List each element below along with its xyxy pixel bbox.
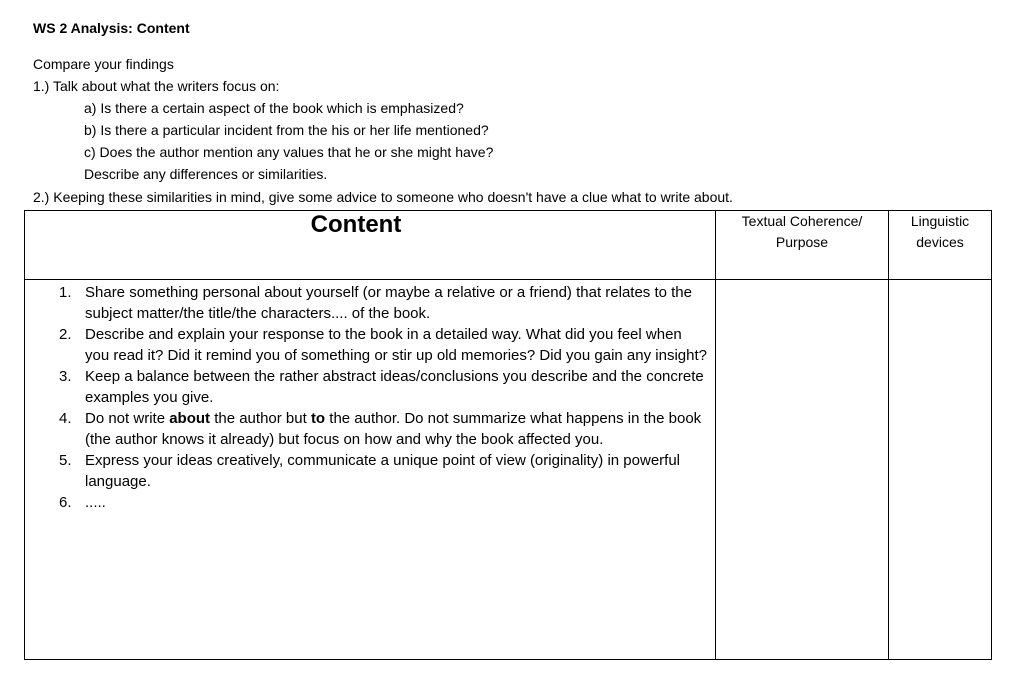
list-item bbox=[59, 408, 715, 450]
coherence-header-line2: Purpose bbox=[775, 234, 829, 250]
list-item-number: 2. bbox=[59, 326, 72, 343]
list-item-text-pre: Do not write bbox=[85, 410, 170, 427]
list-item-number: 4. bbox=[59, 410, 72, 427]
list-item-number: 1. bbox=[59, 284, 72, 301]
coherence-cell bbox=[716, 280, 889, 660]
list-item bbox=[59, 450, 715, 492]
list-item-text: ..... bbox=[85, 494, 106, 511]
list-item-number: 6. bbox=[59, 494, 72, 511]
table-header-row bbox=[25, 211, 992, 280]
analysis-table bbox=[24, 210, 992, 660]
coherence-header-line1: Textual Coherence/ bbox=[741, 213, 863, 229]
list-item-text: Keep a balance between the rather abstract ideas/conclusions you describe and the concrete examples you give. bbox=[85, 368, 704, 406]
list-item-text: Express your ideas creatively, communicate a unique point of view (originality) in powerful language. bbox=[85, 452, 680, 490]
question-1: 1.) Talk about what the writers focus on: bbox=[33, 78, 280, 94]
list-item bbox=[59, 324, 715, 366]
question-1a: a) Is there a certain aspect of the book which is emphasized? bbox=[84, 100, 464, 116]
table-body-row bbox=[25, 280, 992, 660]
devices-header-line2: devices bbox=[916, 234, 964, 250]
list-item-number: 3. bbox=[59, 368, 72, 385]
coherence-column-header bbox=[716, 211, 889, 280]
list-item bbox=[59, 492, 715, 513]
advice-list bbox=[25, 282, 715, 513]
question-1-describe: Describe any differences or similarities. bbox=[84, 166, 328, 182]
content-column-header bbox=[25, 211, 716, 280]
list-item-text: Describe and explain your response to the book in a detailed way. What did you feel when you read it? Did it remind you of something or stir up old memories? Did you gain any insight? bbox=[85, 326, 707, 364]
question-1b: b) Is there a particular incident from the his or her life mentioned? bbox=[84, 122, 489, 138]
list-item bbox=[59, 366, 715, 408]
list-item-bold-to: to bbox=[310, 410, 326, 427]
content-header-label: Content bbox=[310, 211, 402, 238]
list-item-text-mid: the author but bbox=[210, 410, 311, 427]
list-item-text: Share something personal about yourself (or maybe a relative or a friend) that relates to the subject matter/the title/the characters.... of the book. bbox=[85, 284, 692, 322]
list-item-number: 5. bbox=[59, 452, 72, 469]
devices-cell bbox=[889, 280, 992, 660]
worksheet-title: WS 2 Analysis: Content bbox=[33, 20, 190, 36]
compare-instruction: Compare your findings bbox=[33, 56, 174, 72]
devices-header-line1: Linguistic bbox=[910, 213, 970, 229]
list-item-bold-about: about bbox=[169, 410, 211, 427]
question-1c: c) Does the author mention any values that he or she might have? bbox=[84, 144, 494, 160]
list-item bbox=[59, 282, 715, 324]
content-cell bbox=[25, 280, 716, 660]
devices-column-header bbox=[889, 211, 992, 280]
list-item-text-post: the author. Do not summarize what happens in the book (the author knows it already) but focus on how and why the book affected you. bbox=[85, 410, 702, 448]
question-2: 2.) Keeping these similarities in mind, give some advice to someone who doesn't have a clue what to write about. bbox=[33, 189, 733, 205]
